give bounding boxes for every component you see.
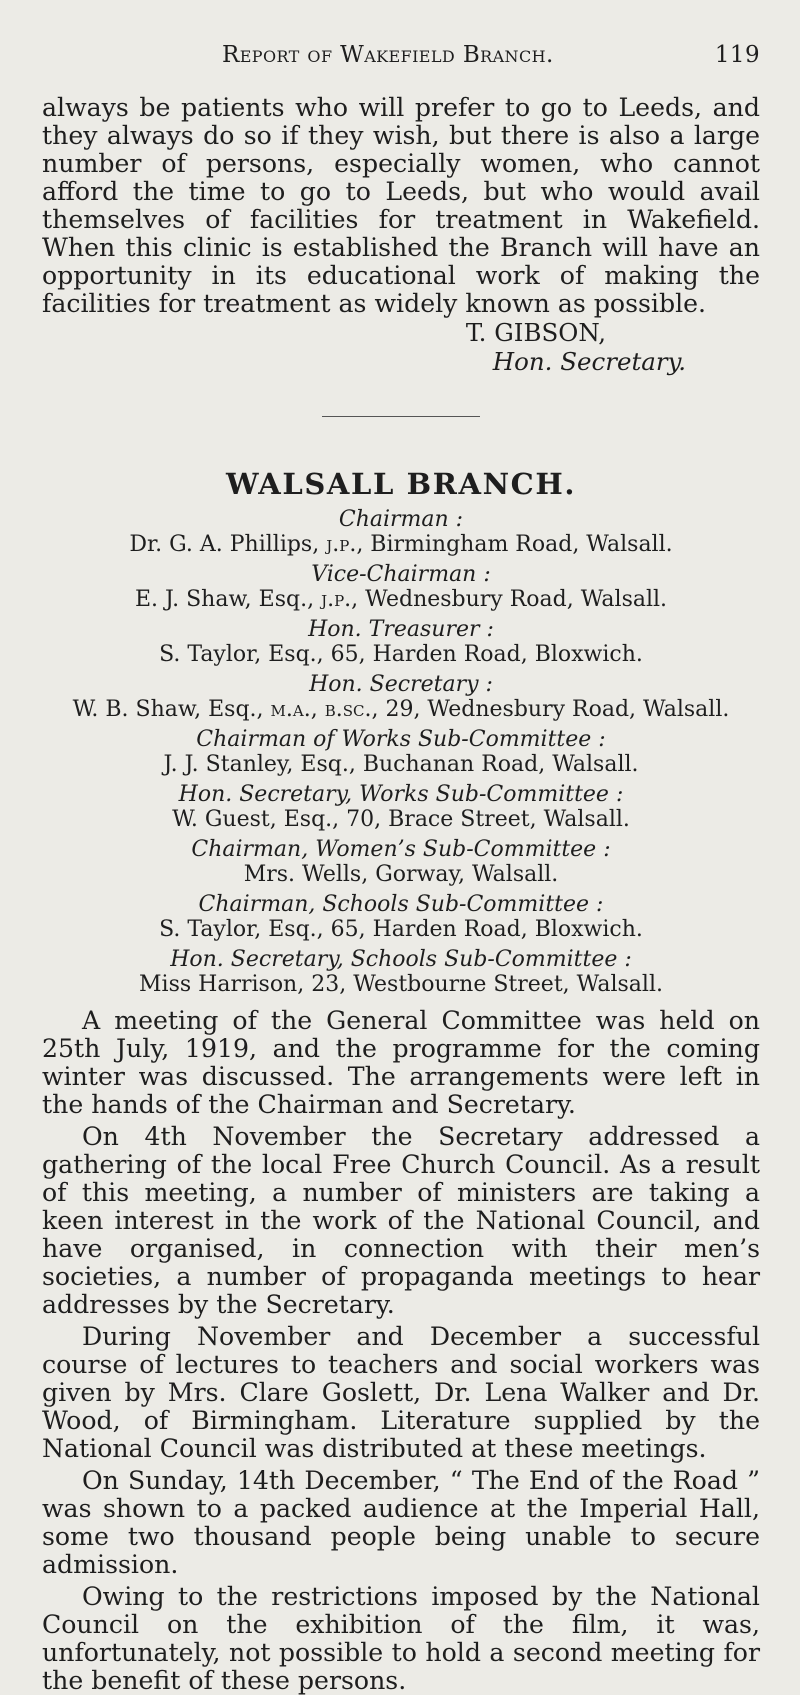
- officer-entry: [42, 837, 760, 887]
- officer-entry: [42, 507, 760, 557]
- officer-entry: [42, 782, 760, 832]
- wakefield-signature: [42, 318, 760, 376]
- signature-name: T. GIBSON,: [465, 318, 606, 347]
- officer-role: Hon. Secretary, Schools Sub-Committee :: [170, 947, 632, 972]
- report-paragraph: A meeting of the General Committee was held on 25th July, 1919, and the programme for the coming winter was discussed. The arrangements were left in the hands of the Chairman and Secretary.: [42, 1006, 760, 1119]
- officer-role: Chairman, Women’s Sub-Committee :: [191, 837, 611, 862]
- running-title: Report of Wakefield Branch.: [222, 42, 554, 68]
- report-paragraph: Owing to the restrictions imposed by the National Council on the exhibition of the film, it was, unfortunately, not possible to hold a second meeting for the benefit of these persons.: [42, 1582, 760, 1695]
- officer-role: Chairman of Works Sub-Committee :: [196, 727, 606, 752]
- officer-person: W. B. Shaw, Esq., m.a., b.sc., 29, Wednesbury Road, Walsall.: [72, 697, 730, 722]
- branch-report: [42, 1007, 760, 1695]
- officer-entry: [42, 617, 760, 667]
- officer-entry: [42, 947, 760, 997]
- officer-role: Hon. Treasurer :: [308, 617, 494, 642]
- officer-entry: [42, 672, 760, 722]
- wakefield-closing-paragraph: always be patients who will prefer to go to Leeds, and they always do so if they wish, but there is also a large number of persons, especially women, who cannot afford the time to go to Leeds, but who would avail themselves of facilities for treatment in Wakefield. When this clinic is established the Branch will have an opportunity in its educational work of making the facilities for treatment as widely known as possible.: [42, 93, 760, 318]
- signature-role: Hon. Secretary.: [492, 347, 686, 376]
- officer-entry: [42, 727, 760, 777]
- page-number: 119: [714, 42, 760, 68]
- officer-person: J. J. Stanley, Esq., Buchanan Road, Walsall.: [163, 752, 639, 777]
- report-paragraph: On Sunday, 14th December, “ The End of the Road ” was shown to a packed audience at the Imperial Hall, some two thousand people being unable to secure admission.: [42, 1466, 760, 1579]
- officer-person: Mrs. Wells, Gorway, Walsall.: [243, 862, 559, 887]
- officer-entry: [42, 892, 760, 942]
- officer-person: E. J. Shaw, Esq., j.p., Wednesbury Road, Walsall.: [134, 587, 668, 612]
- report-paragraph: During November and December a successful course of lectures to teachers and social workers was given by Mrs. Clare Goslett, Dr. Lena Walker and Dr. Wood, of Birmingham. Literature supplied by the National Council was distributed at these meetings.: [42, 1322, 760, 1463]
- officer-role: Chairman :: [338, 507, 464, 532]
- officer-person: W. Guest, Esq., 70, Brace Street, Walsall.: [172, 807, 630, 832]
- officer-person: S. Taylor, Esq., 65, Harden Road, Bloxwich.: [159, 917, 643, 942]
- officer-person: S. Taylor, Esq., 65, Harden Road, Bloxwich.: [159, 642, 643, 667]
- running-header: [222, 42, 760, 68]
- officer-list: [42, 507, 760, 997]
- officer-role: Hon. Secretary :: [309, 672, 493, 697]
- officer-entry: [42, 562, 760, 612]
- officer-role: Chairman, Schools Sub-Committee :: [198, 892, 604, 917]
- officer-person: Miss Harrison, 23, Westbourne Street, Walsall.: [139, 972, 663, 997]
- officer-role: Hon. Secretary, Works Sub-Committee :: [178, 782, 624, 807]
- branch-heading: WALSALL BRANCH.: [225, 467, 577, 501]
- officer-role: Vice-Chairman :: [311, 562, 491, 587]
- report-paragraph: On 4th November the Secretary addressed a gathering of the local Free Church Council. As a result of this meeting, a number of ministers are taking a keen interest in the work of the National Council, and have organised, in connection with their men’s societies, a number of propaganda meetings to hear addresses by the Secretary.: [42, 1122, 760, 1319]
- section-divider: [322, 416, 480, 417]
- officer-person: Dr. G. A. Phillips, j.p., Birmingham Road, Walsall.: [129, 532, 673, 557]
- page-body: [42, 94, 760, 1695]
